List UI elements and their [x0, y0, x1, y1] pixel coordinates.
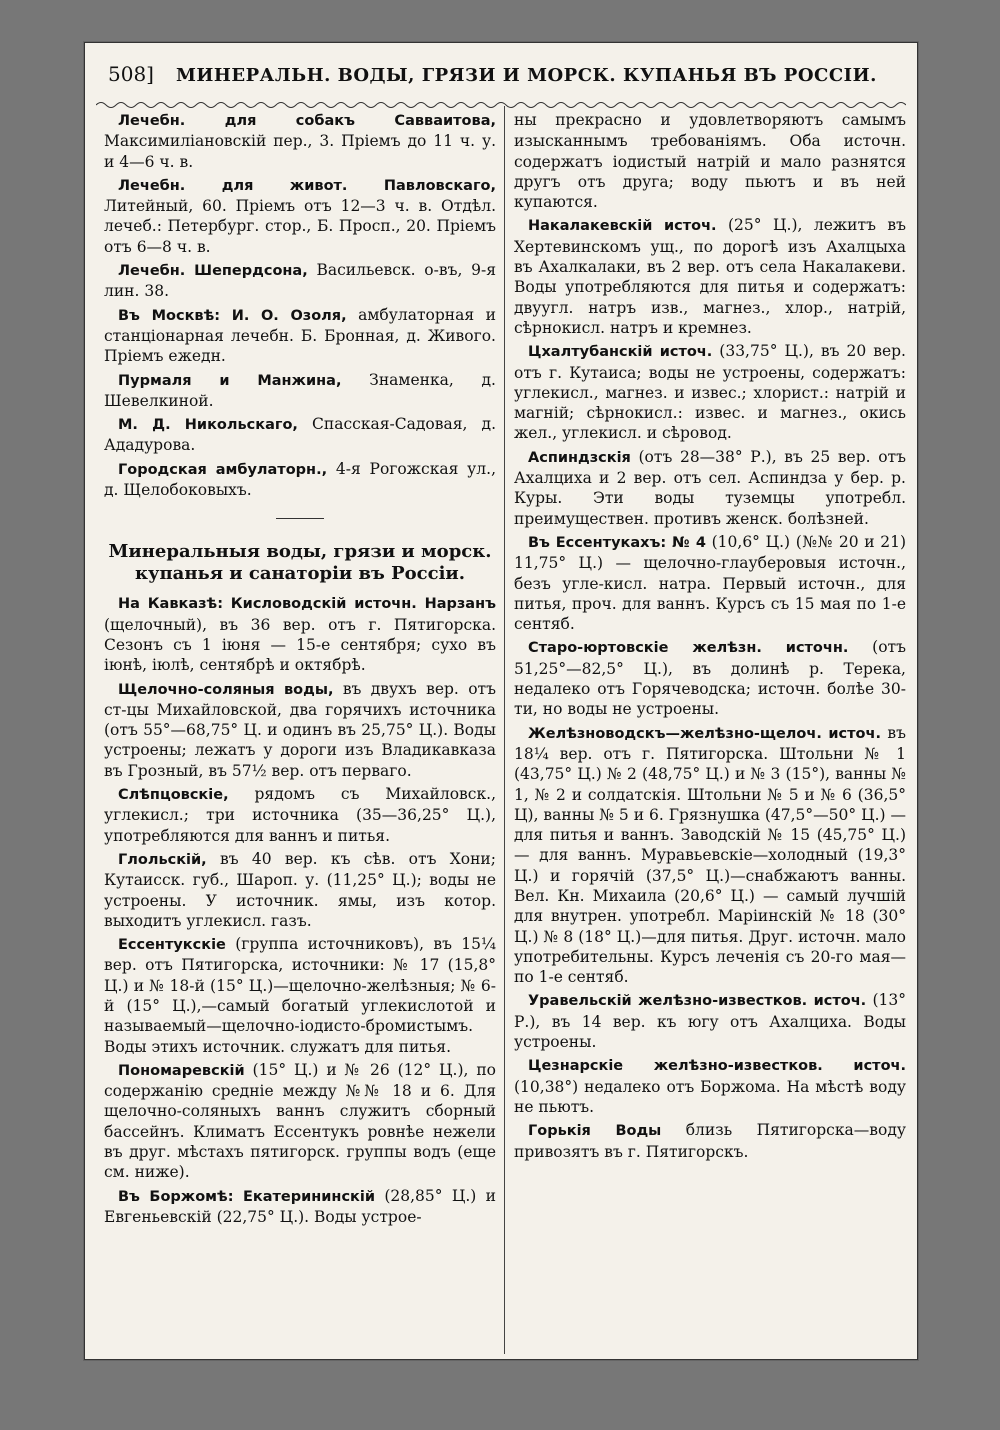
- section-title: Минеральныя воды, грязи и морск. купанья и санаторіи въ Россіи.: [108, 541, 492, 585]
- book-page: [84, 42, 918, 1360]
- entry: Пономаревскій (15° Ц.) и № 26 (12° Ц.), по содержанію средніе между №№ 18 и 6. Для щелочно-соляныхъ ваннъ служитъ сборный бассейнъ. Климатъ Ессентукъ ровнѣе нежели въ друг. мѣстахъ пятигорск. группы водъ (еще см. ниже).: [104, 1060, 496, 1182]
- entry: Щелочно-соляныя воды, въ двухъ вер. отъ ст-цы Михайловской, два горячихъ источника (отъ 55°—68,75° Ц. и одинъ въ 25,75° Ц.). Воды устроены; лежатъ у дороги изъ Владикавказа въ Грозный, въ 57½ вер. отъ перваго.: [104, 679, 496, 780]
- entry: На Кавказѣ: Кисловодскій источн. Нарзанъ (щелочный), въ 36 вер. отъ г. Пятигорска. Сезонъ съ 1 іюня — 15-е сентября; сухо въ іюнѣ, іюлѣ, сентябрѣ и октябрѣ.: [104, 596, 496, 675]
- entry: М. Д. Никольскаго, Спасская-Садовая, д. Ададурова.: [104, 415, 496, 455]
- entry: Лечебн. Шепердсона, Васильевск. о-въ, 9-я лин. 38.: [104, 261, 496, 301]
- short-rule: [276, 518, 324, 519]
- entry: ны прекрасно и удовлетворяютъ самымъ изысканнымъ требованіямъ. Оба источн. содержатъ іодистый натрій и мало разнятся другъ отъ друга; воду пьютъ и въ ней купаются.: [514, 111, 906, 212]
- left-column: [104, 110, 496, 1352]
- running-header: [108, 62, 898, 96]
- entry: Глольскій, въ 40 вер. къ сѣв. отъ Хони; Кутаисск. губ., Шароп. у. (11,25° Ц.); воды не устроены. У источник. ямы, изъ котор. выходитъ углекисл. газъ.: [104, 849, 496, 930]
- entry: Горькія Воды близь Пятигорска—воду привозятъ въ г. Пятигорскъ.: [514, 1121, 906, 1161]
- entry: Городская амбулаторн., 4-я Рогожская ул., д. Щелобоковыхъ.: [104, 459, 496, 500]
- entry: Накалакевскій источ. (25° Ц.), лежитъ въ Хертевинскомъ ущ., по дорогѣ изъ Ахалцыха въ Ахалкалаки, въ 2 вер. отъ села Накалакеви. Воды употребляются для питья и содержатъ: двуугл. натръ изв., магнез., хлор., натрій, сѣрнокисл. натръ и кремнез.: [514, 216, 906, 337]
- page-number: 508]: [108, 62, 154, 86]
- entry: Слѣпцовскіе, рядомъ съ Михайловск., углекисл.; три источника (35—36,25° Ц.), употребляются для ваннъ и питья.: [104, 785, 496, 845]
- entry: Цхалтубанскій источ. (33,75° Ц.), въ 20 вер. отъ г. Кутаиса; воды не устроены, содержатъ: углекисл., магнез. и извес.; хлорист.: натрій и магній; сѣрнокисл.: извес. и магнез., окись жел., углекисл. и сѣровод.: [514, 342, 906, 443]
- entry: Въ Москвѣ: И. О. Озоля, амбулаторная и станціонарная лечебн. Б. Бронная, д. Живого. Пріемъ ежедн.: [104, 305, 496, 366]
- running-title: МИНЕРАЛЬН. ВОДЫ, ГРЯЗИ И МОРСК. КУПАНЬЯ ВЪ РОССІИ.: [175, 65, 877, 86]
- entry: Лечебн. для живот. Павловскаго, Литейный, 60. Пріемъ отъ 12—3 ч. в. Отдѣл. лечеб.: Петербург. стор., Б. Просп., 20. Пріемъ отъ 6—8 ч. в.: [104, 177, 496, 256]
- entry: Лечебн. для собакъ Савваитова, Максимиліановскій пер., 3. Пріемъ до 11 ч. у. и 4—6 ч. в.: [104, 113, 496, 171]
- right-column: [514, 110, 906, 1352]
- entry: Старо-юртовскіе желѣзн. источн. (отъ 51,25°—82,5° Ц.), въ долинѣ р. Терека, недалеко отъ Горячеводска; источн. болѣе 30-ти, но воды не устроены.: [514, 638, 906, 719]
- entry: Уравельскій желѣзно-известков. источ. (13° Р.), въ 14 вер. къ югу отъ Ахалциха. Воды устроены.: [514, 991, 906, 1052]
- entry: Въ Боржомѣ: Екатерининскій (28,85° Ц.) и Евгеньевскій (22,75° Ц.). Воды устрое-: [104, 1186, 496, 1226]
- entry: Пурмаля и Манжина, Знаменка, д. Шевелкиной.: [104, 370, 496, 410]
- entry: Аспиндзскія (отъ 28—38° Р.), въ 25 вер. отъ Ахалциха и 2 вер. отъ сел. Аспиндза у бер. р. Куры. Эти воды туземцы употребл. преимуществен. противъ женск. болѣзней.: [514, 447, 906, 528]
- wavy-rule: [96, 100, 906, 110]
- entry: Ессентукскіе (группа источниковъ), въ 15¼ вер. отъ Пятигорска, источники: № 17 (15,8° Ц.) и № 18-й (15° Ц.)—щелочно-желѣзныя; № 6-й (15° Ц.),—самый богатый углекислотой и называемый—щелочно-іодисто-бромистымъ. Воды этихъ источник. служатъ для питья.: [104, 935, 496, 1056]
- column-divider: [504, 106, 505, 1354]
- entry: Желѣзноводскъ—желѣзно-щелоч. источ. въ 18¼ вер. отъ г. Пятигорска. Штольни № 1 (43,75° Ц.) № 2 (48,75° Ц.) и № 3 (15°), ванны № 1, № 2 и солдатскія. Штольни № 5 и № 6 (36,5° Ц), ванны № 5 и 6. Грязнушка (47,5°—50° Ц.) — для питья и ваннъ. Заводскій № 15 (45,75° Ц.) — для ваннъ. Муравьевскіе—холодный (19,3° Ц.) и горячій (37,5° Ц.)—снабжаютъ ванны. Вел. Кн. Михаила (20,6° Ц.) — самый лучшій для внутрен. употребл. Маріинскій № 18 (30° Ц.) № 8 (18° Ц.)—для питья. Друг. источн. мало употребительны. Курсъ леченія съ 20-го мая—по 1-е сентяб.: [514, 723, 906, 987]
- entry: Цезнарскіе желѣзно-известков. источ. (10,38°) недалеко отъ Боржома. На мѣстѣ воду не пьютъ.: [514, 1058, 906, 1116]
- entry: Въ Ессентукахъ: № 4 (10,6° Ц.) (№№ 20 и 21) 11,75° Ц.) — щелочно-глауберовыя источн., безъ угле-кисл. натра. Первый источн., для питья, проч. для ваннъ. Курсъ съ 15 мая по 1-е сентяб.: [514, 532, 906, 634]
